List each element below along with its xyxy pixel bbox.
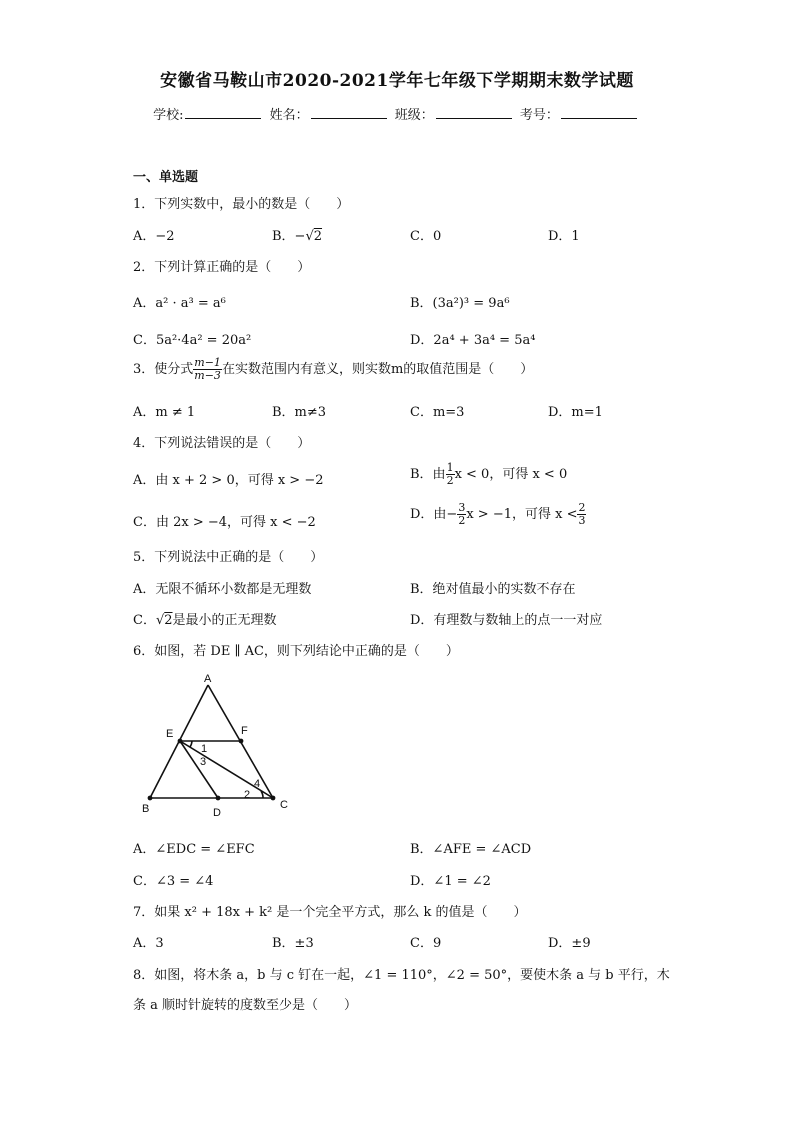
sqrt-icon: √ (155, 613, 165, 628)
question-8-line-2: 条 a 顺时针旋转的度数至少是（ ） (133, 998, 358, 1013)
page-title: 安徽省马鞍山市2020-2021学年七年级下学期期末数学试题 (160, 71, 634, 91)
angle-1-arc (190, 741, 192, 747)
segment-ed (180, 741, 218, 798)
question-5-stem: 5．下列说法中正确的是（ ） (133, 550, 324, 565)
q2-option-a: A．a² · a³ = a⁶ (133, 296, 226, 311)
q7-option-c: C．9 (410, 936, 442, 951)
q1-b-radicand: 2 (313, 229, 323, 244)
question-8-line-1: 8．如图，将木条 a，b 与 c 钉在一起，∠1 = 110°，∠2 = 50°，要使木条 a 与 b 平行，木 (133, 968, 670, 983)
q3-prefix: 3．使分式 (133, 362, 194, 378)
label-f: F (241, 725, 248, 737)
q4-option-b (410, 462, 567, 487)
q6-option-a: A．∠EDC = ∠EFC (133, 842, 255, 857)
q4-d-numerator-1: 3 (458, 501, 466, 514)
label-a: A (204, 673, 212, 685)
q5-option-c (133, 609, 277, 628)
q3-suffix: 在实数范围内有意义，则实数m的取值范围是（ ） (221, 362, 534, 378)
q3-option-c: C．m=3 (410, 405, 465, 420)
q4-d-middle: x > −1，可得 x < (466, 507, 578, 523)
name-blank (311, 106, 387, 119)
school-label: 学校: (153, 108, 184, 123)
q5-option-b: B．绝对值最小的实数不存在 (410, 582, 576, 597)
q4-b-suffix: x < 0，可得 x < 0 (454, 467, 568, 483)
label-e: E (166, 728, 174, 740)
q3-fraction (193, 357, 222, 382)
q4-option-c: C．由 2x > −4，可得 x < −2 (133, 515, 316, 530)
q4-b-prefix: B．由 (410, 467, 446, 483)
q4-b-fraction (446, 462, 455, 487)
q7-option-d: D．±9 (548, 936, 591, 951)
q6-option-d: D．∠1 = ∠2 (410, 874, 491, 889)
q5-c-radicand: 2 (164, 613, 173, 628)
question-1-stem: 1．下列实数中，最小的数是（ ） (133, 197, 350, 212)
section-heading: 一、单选题 (133, 170, 199, 185)
q3-option-b: B．m≠3 (272, 405, 327, 420)
q3-denominator: m−3 (194, 369, 221, 383)
q4-d-fraction-1 (457, 502, 466, 527)
question-6-stem: 6．如图，若 DE ∥ AC，则下列结论中正确的是（ ） (133, 644, 459, 659)
label-angle-1: 1 (201, 743, 208, 755)
label-angle-2: 2 (244, 789, 251, 801)
question-2-stem: 2．下列计算正确的是（ ） (133, 260, 311, 275)
q1-option-c: C．0 (410, 229, 442, 244)
q3-option-d: D．m=1 (548, 405, 603, 420)
triangle-figure (140, 670, 310, 820)
sqrt-icon: √ (305, 229, 314, 244)
label-angle-4: 4 (254, 778, 261, 790)
q4-option-a: A．由 x + 2 > 0，可得 x > −2 (133, 473, 324, 488)
q2-option-b: B．(3a²)³ = 9a⁶ (410, 296, 510, 311)
q4-d-denominator-1: 2 (458, 514, 466, 528)
q7-option-b: B．±3 (272, 936, 314, 951)
q4-d-prefix: D．由− (410, 507, 458, 523)
point-f (239, 739, 244, 744)
q4-b-numerator: 1 (446, 461, 454, 474)
q4-option-d (410, 502, 586, 527)
school-blank (185, 106, 261, 119)
student-info-line (0, 104, 794, 123)
q4-b-denominator: 2 (446, 474, 454, 488)
q5-option-d: D．有理数与数轴上的点一一对应 (410, 613, 603, 628)
point-b (148, 796, 153, 801)
point-c (271, 796, 276, 801)
name-label: 姓名： (269, 108, 309, 123)
point-d (216, 796, 221, 801)
q4-d-numerator-2: 2 (578, 501, 586, 514)
q4-d-denominator-2: 3 (578, 514, 586, 528)
class-label: 班级： (394, 108, 434, 123)
id-label: 考号： (519, 108, 559, 123)
q1-option-b (272, 225, 322, 244)
label-c: C (280, 799, 288, 811)
q3-option-a: A．m ≠ 1 (133, 405, 196, 420)
class-blank (436, 106, 512, 119)
q6-option-b: B．∠AFE = ∠ACD (410, 842, 532, 857)
q1-option-a: A．−2 (133, 229, 175, 244)
id-blank (561, 106, 637, 119)
q1-b-prefix: B．− (272, 229, 306, 244)
question-7-stem: 7．如果 x² + 18x + k² 是一个完全平方式，那么 k 的值是（ ） (133, 905, 527, 920)
q1-option-d: D．1 (548, 229, 580, 244)
q2-option-c: C．5a²·4a² = 20a² (133, 333, 252, 348)
q5-c-prefix: C． (133, 613, 156, 628)
q5-c-suffix: 是最小的正无理数 (172, 613, 277, 628)
q3-numerator: m−1 (194, 356, 221, 369)
q6-option-c: C．∠3 = ∠4 (133, 874, 214, 889)
q2-option-d: D．2a⁴ + 3a⁴ = 5a⁴ (410, 333, 536, 348)
label-d: D (213, 807, 221, 819)
point-e (178, 739, 183, 744)
label-b: B (142, 803, 150, 815)
q4-d-fraction-2 (577, 502, 586, 527)
q5-option-a: A．无限不循环小数都是无理数 (133, 582, 312, 597)
label-angle-3: 3 (200, 756, 207, 768)
question-3-stem (133, 357, 533, 382)
question-4-stem: 4．下列说法错误的是（ ） (133, 436, 311, 451)
q7-option-a: A．3 (133, 936, 164, 951)
